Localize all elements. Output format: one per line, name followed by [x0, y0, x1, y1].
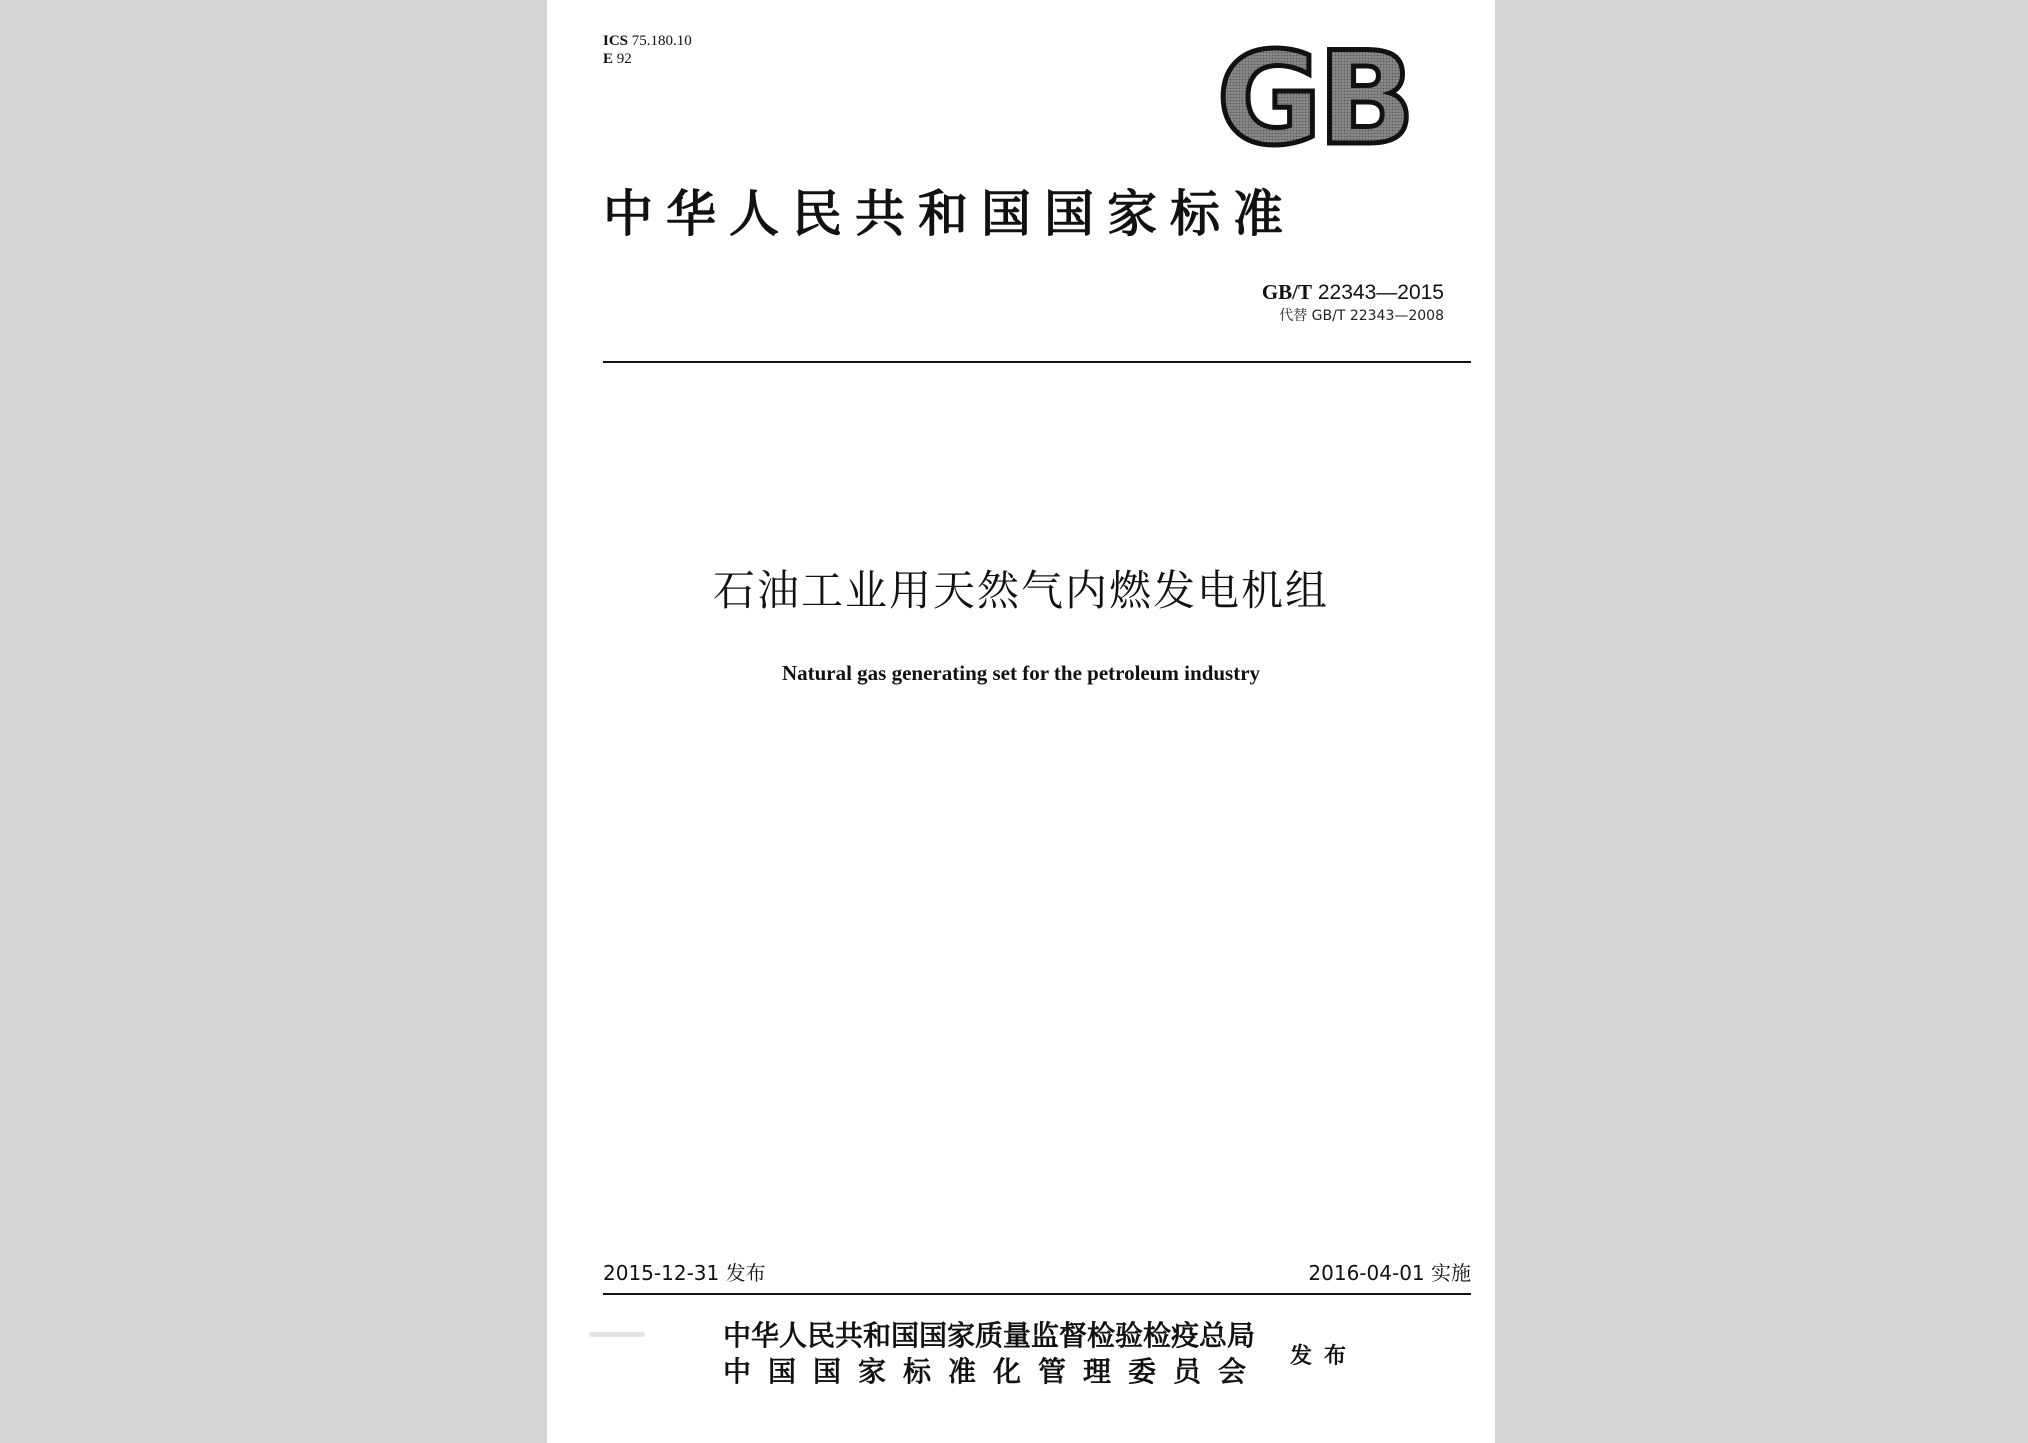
document-page: [547, 0, 1495, 1443]
classification-codes: [603, 32, 692, 68]
standard-number: [1262, 280, 1444, 305]
ics-line: [603, 32, 692, 50]
bottom-divider: [603, 1293, 1471, 1295]
title-english: Natural gas generating set for the petroleum industry: [781, 661, 1261, 685]
publisher-line-1: 中华人民共和国国家质量监督检验检疫总局: [723, 1319, 1256, 1352]
standard-title: 中华人民共和国国家标准: [603, 184, 1296, 243]
ics-code: 75.180.10: [631, 33, 692, 49]
class-line: [603, 50, 692, 68]
issue-date: 2015-12-31 发布: [603, 1261, 766, 1285]
ics-label: ICS: [603, 33, 629, 49]
scan-smudge: [589, 1332, 645, 1337]
title-chinese: 石油工业用天然气内燃发电机组: [712, 566, 1329, 615]
date-row: [603, 1260, 1471, 1288]
top-divider: [603, 361, 1471, 363]
replaces-standard: 代替 GB/T 22343—2008: [1279, 308, 1444, 324]
standard-prefix: GB/T: [1261, 280, 1313, 304]
class-code: 92: [616, 51, 632, 67]
issue-word: 发布: [1290, 1344, 1359, 1369]
class-label: E: [603, 51, 614, 67]
publisher-line-2: 中国国家标准化管理委员会: [723, 1355, 1264, 1388]
implementation-date: 2016-04-01 实施: [1308, 1261, 1471, 1285]
gb-logo: [1205, 42, 1423, 154]
standard-code: 22343—2015: [1317, 281, 1444, 304]
gb-logo-text: GB: [1216, 42, 1412, 154]
publishers: [723, 1318, 1263, 1390]
standard-number-block: [1262, 280, 1444, 325]
